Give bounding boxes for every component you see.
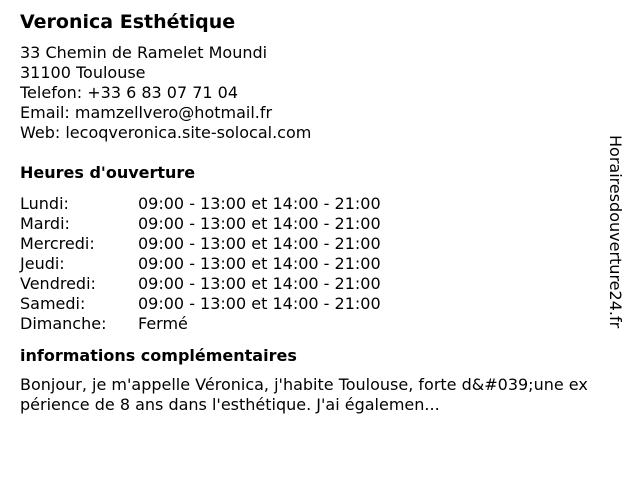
hours-day-label: Vendredi: [20,274,96,293]
web-line: Web: lecoqveronica.site-solocal.com [20,123,312,142]
hours-time-value: 09:00 - 13:00 et 14:00 - 21:00 [138,214,381,233]
hours-time-value: 09:00 - 13:00 et 14:00 - 21:00 [138,254,381,273]
opening-hours-list [20,194,600,334]
hours-time-value: 09:00 - 13:00 et 14:00 - 21:00 [138,194,381,213]
additional-info-text: Bonjour, je m'appelle Véronica, j'habite Toulouse, forte d&#039;une expérience de 8 ans dans l'esthétique. J'ai égalemen... [20,375,588,414]
hours-row-wednesday [20,234,600,254]
hours-row-saturday [20,294,600,314]
hours-time-value: 09:00 - 13:00 et 14:00 - 21:00 [138,234,381,253]
site-watermark: Horairesdouverture24.fr [606,135,625,329]
hours-day-label: Lundi: [20,194,69,213]
hours-row-monday [20,194,600,214]
hours-row-sunday [20,314,600,334]
opening-hours-title: Heures d'ouverture [20,163,196,182]
hours-time-value: Fermé [138,314,188,333]
address-city: 31100 Toulouse [20,63,146,82]
hours-row-tuesday [20,214,600,234]
phone-line: Telefon: +33 6 83 07 71 04 [20,83,239,102]
business-card [20,10,600,415]
hours-day-label: Mercredi: [20,234,95,253]
hours-day-label: Jeudi: [20,254,65,273]
address-street: 33 Chemin de Ramelet Moundi [20,43,268,62]
hours-row-friday [20,274,600,294]
email-line: Email: mamzellvero@hotmail.fr [20,103,273,122]
hours-day-label: Samedi: [20,294,86,313]
hours-day-label: Mardi: [20,214,70,233]
additional-info-title: informations complémentaires [20,346,297,365]
hours-time-value: 09:00 - 13:00 et 14:00 - 21:00 [138,294,381,313]
hours-time-value: 09:00 - 13:00 et 14:00 - 21:00 [138,274,381,293]
business-name: Veronica Esthétique [20,11,236,33]
hours-row-thursday [20,254,600,274]
hours-day-label: Dimanche: [20,314,107,333]
